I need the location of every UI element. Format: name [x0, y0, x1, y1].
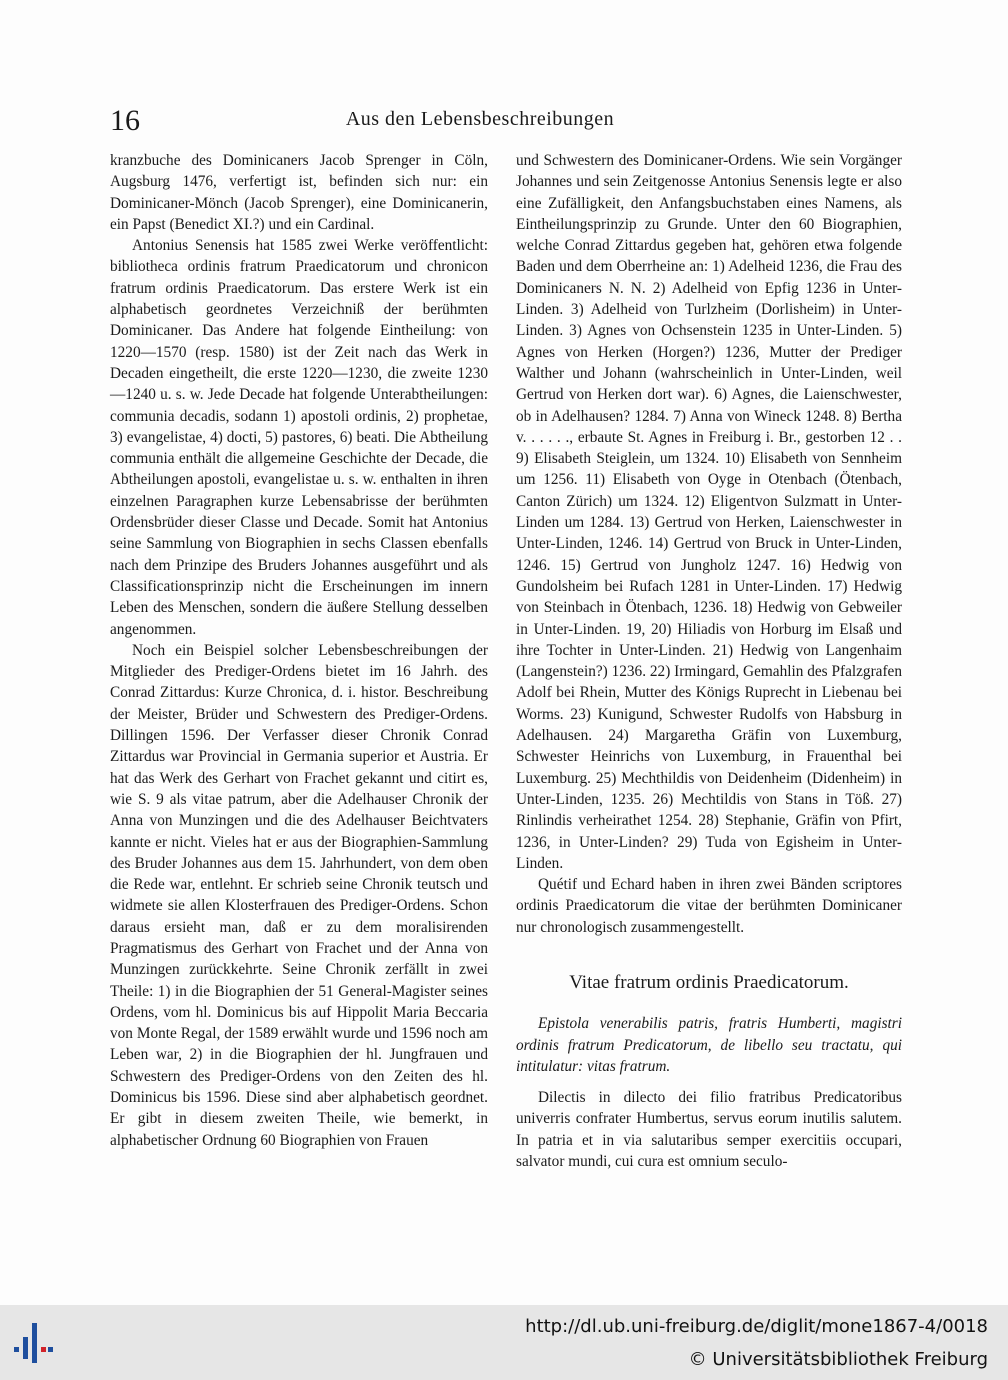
- running-head: Aus den Lebensbeschreibungen: [345, 108, 615, 130]
- left-paragraph-2: Antonius Senensis hat 1585 zwei Werke veröffentlicht: bibliotheca ordinis fratrum Praedicatorum und chronicon fratrum ordinis Praedicatorum. Das erstere Werk ist ein alphabetisch geordnetes Verzeichniß der berühmten Dominicaner. Das Andere hat folgende Eintheilung: von 1220—1570 (resp. 1580) ist der Zeit nach das Werk in Decaden eingetheilt, die erste 1220—1230, die zweite 1230—1240 u. s. w. Jede Decade hat folgende Unterabtheilungen: communia decadis, sodann 1) apostoli ordinis, 2) prophetae, 3) evangelistae, 4) docti, 5) pastores, 6) beati. Die Abtheilung communia enthält die allgemeine Geschichte der Decade, die Abtheilungen apostoli, evangelistae u. s. w. enthalten in ihren einzelnen Paragraphen kurze Lebensabrisse der berühmten Ordensbrüder dieser Classe und Decade. Somit hat Antonius seine Sammlung von Biographien in sechs Classen ebenfalls nach dem Prinzipe des Bruders Johannes ausgeführt und als Classificationsprinzip nicht die Erscheinungen im innern Leben des Menschen, sondern die äußere Stellung desselben angenommen.: [110, 237, 488, 638]
- right-column: [516, 150, 902, 1172]
- library-logo-icon: [14, 1321, 54, 1365]
- page-number: 16: [110, 104, 140, 137]
- left-column: [110, 150, 488, 1151]
- footer-bar: [0, 1305, 1008, 1380]
- right-paragraph-4: Dilectis in dilecto dei filio fratribus Predicatoribus univerris confrater Humbertus, servus eorum inutilis salutem. In patria et in via salutaribus semper exercitiis occupari, salvator mundi, cui cura est omnium seculo-: [516, 1089, 902, 1171]
- left-paragraph-1: kranzbuche des Dominicaners Jacob Sprenger in Cöln, Augsburg 1476, verfertigt ist, befinden sich nur: ein Dominicaner-Mönch (Jacob Sprenger), eine Dominicanerin, ein Papst (Benedict XI.?) und ein Cardinal.: [110, 152, 488, 233]
- footer-url-link[interactable]: http://dl.ub.uni-freiburg.de/diglit/mone1867-4/0018: [525, 1316, 988, 1337]
- footer-copyright: © Universitätsbibliothek Freiburg: [688, 1349, 988, 1370]
- section-heading: Vitae fratrum ordinis Praedicatorum.: [569, 971, 849, 993]
- left-paragraph-3: Noch ein Beispiel solcher Lebensbeschreibungen der Mitglieder des Prediger-Ordens bietet im 16 Jahrh. des Conrad Zittardus: Kurze Chronica, d. i. histor. Beschreibung der Meister, Brüder und Schwestern des Prediger-Ordens. Dillingen 1596. Der Verfasser dieser Chronik Conrad Zittardus war Provincial in Germania superior et Austria. Er hat das Werk des Gerhart von Frachet gekannt und citirt es, wie S. 9 als vitae patrum, aber die Adelhauser Chronik der Anna von Munzingen und die des Adelhauser Beichtvaters kannte er nicht. Vieles hat er aus der Biographien-Sammlung des Bruder Johannes aus dem 15. Jahrhundert, von dem oben die Rede war, entlehnt. Er schrieb seine Chronik teutsch und widmete sie allen Klosterfrauen des Prediger-Ordens. Schon daraus ersieht man, daß er zu dem moralisirenden Pragmatismus des Gerhart von Frachet und der Anna von Munzingen zurückkehrte. Seine Chronik zerfällt in zwei Theile: 1) in die Biographien der 51 General-Magister seines Ordens, vom hl. Dominicus bis auf Hippolit Maria Beccaria von Monte Regal, der 1589 erwählt wurde und 1596 noch am Leben war, 2) in die Biographien der hl. Jungfrauen und Schwestern des Prediger-Ordens von den Zeiten des hl. Dominicus bis 1596. Diese sind aber alphabetisch geordnet. Er gibt in diesem zweiten Theile, wie bemerkt, in alphabetischer Ordnung 60 Biographien von Frauen: [110, 641, 488, 1149]
- epistola-heading: Epistola venerabilis patris, fratris Humberti, magistri ordinis fratrum Predicatorum, de libello seu tractatu, qui intitulatur: vitas fratrum.: [516, 1015, 902, 1075]
- right-paragraph-1: und Schwestern des Dominicaner-Ordens. Wie sein Vorgänger Johannes und sein Zeitgenosse Antonius Senensis legte er also eine Zufälligkeit, den Anfangsbuchstaben eines Namens, als Eintheilungsprinzip zu Grunde. Unter den 60 Biographien, welche Conrad Zittardus gegeben hat, gehören etwa folgende Baden und dem Oberrheine an: 1) Adelheid 1236, die Frau des Dominicaners N. N. 2) Adelheid von Epfig 1236 in Unter-Linden. 3) Adelheid von Turlzheim (Dorlisheim) in Unter-Linden. 3) Agnes von Ochsenstein 1235 in Unter-Linden. 5) Agnes von Herken (Horgen?) 1236, Mutter der Prediger Walther und Johann (wahrscheinlich in Unter-Linden, weil Gertrud von Herken dort war). 6) Agnes, die Laienschwester, ob in Adelhausen? 1284. 7) Anna von Wineck 1248. 8) Bertha v. . . . . ., erbaute St. Agnes in Freiburg i. Br., gestorben 12 . . 9) Elisabeth Steiglein, um 1324. 10) Elisabeth von Sennheim um 1256. 11) Elisabeth von Oyge in Otenbach (Ötenbach, Canton Zürich) um 1324. 12) Eligentvon Sulzmatt in Unter-Linden um 1284. 13) Gertrud von Herken, Laienschwester in Unter-Linden, 1246. 14) Gertrud von Bruck in Unter-Linden, 1246. 15) Gertrud von Jungholz 1247. 16) Hedwig von Gundolsheim bei Rufach 1281 in Unter-Linden. 17) Hedwig von Steinbach in Ötenbach, 1236. 18) Hedwig von Gebweiler in Unter-Linden. 19, 20) Hiliadis von Horburg im Elsaß und ihre Tochter in Unter-Linden. 21) Hedwig von Langenhaim (Langenstein?) 1236. 22) Irmingard, Gemahlin des Pfalzgrafen Adolf bei Rhein, Mutter des Königs Ruprecht in Liebenau bei Worms. 23) Kunigund, Schwester Rudolfs von Habsburg in Adelhausen. 24) Margaretha Gräfin von Luxemburg, Schwester Heinrichs von Luxemburg, in Frauenthal bei Luxemburg. 25) Mechthildis von Deidenheim (Didenheim) in Unter-Linden, 1235. 26) Mechtildis von Stans in Töß. 27) Rinlindis verheirathet 1254. 28) Stephanie, Gräfin von Pfirt, 1236, in Unter-Linden? 29) Tuda von Egisheim in Unter-Linden.: [516, 152, 902, 872]
- right-paragraph-2: Quétif und Echard haben in ihren zwei Bänden scriptores ordinis Praedicatorum die vitae der berühmten Dominicaner nur chronologisch zusammengestellt.: [516, 876, 902, 936]
